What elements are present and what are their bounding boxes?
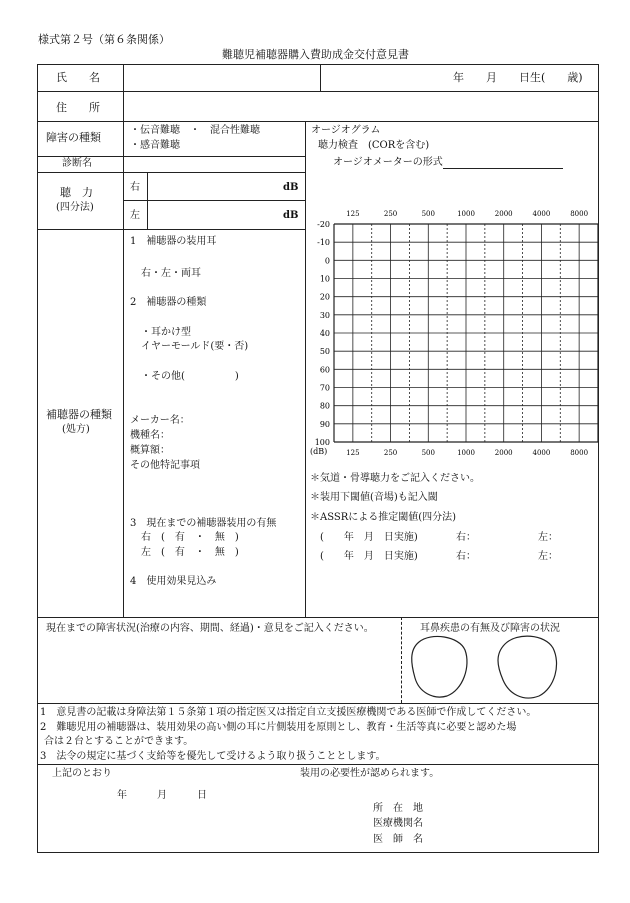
audiogram-y-tick: 20 — [319, 292, 330, 302]
birthdate-label: 年 月 日生( 歳) — [453, 71, 583, 84]
item-aid-type: 2 補聴器の種類 — [130, 297, 207, 308]
audiogram-y-tick: -20 — [317, 220, 330, 229]
assr-row2-right[interactable]: 右： — [456, 551, 476, 562]
audiogram-unit-label: (dB) — [310, 447, 328, 456]
institution-name-label: 医療機関名 — [373, 818, 423, 829]
audiogram-x-tick-bottom: 2000 — [494, 449, 513, 457]
hearing-right-unit: dB — [283, 182, 299, 193]
history-field[interactable] — [39, 638, 399, 701]
item-expected-effect: 4 使用効果見込み — [130, 576, 217, 587]
price-label: 概算額： — [130, 445, 170, 456]
name-field[interactable] — [125, 66, 318, 89]
item-prior-use: 3 現在までの補聴器装用の有無 — [130, 518, 277, 529]
disorder-option-2[interactable]: ・感音難聴 — [130, 140, 180, 151]
other-notes-label: その他特記事項 — [130, 460, 200, 471]
footer-note-1: 1 意見書の記載は身障法第１５条第１項の指定医又は指定自立支援医療機関である医師で作成してください。 — [40, 707, 537, 718]
disorder-option-1[interactable]: ・伝音難聴 ・ 混合性難聴 — [130, 125, 260, 136]
wear-ear-options[interactable]: 右・左・両耳 — [141, 268, 201, 279]
right-ear-drawing — [412, 636, 467, 697]
audiogram-x-tick-bottom: 1000 — [457, 449, 475, 457]
prescription-label: 補聴器の種類 — [46, 408, 112, 421]
assr-row1-right[interactable]: 右： — [456, 532, 476, 543]
note-aided: ＊装用下閾値(音場)も記入閾 — [310, 492, 438, 503]
page-title: 難聴児補聴器購入費助成金交付意見書 — [222, 48, 409, 61]
audiogram-y-tick: 100 — [314, 438, 330, 447]
aid-type-earmold[interactable]: イヤーモールド(要・否) — [141, 341, 249, 352]
audiogram-y-tick: 10 — [319, 274, 330, 284]
audiogram-x-tick-top: 250 — [383, 210, 398, 218]
aid-type-other[interactable]: ・その他( ) — [141, 371, 239, 382]
audiogram-x-tick-bottom: 125 — [346, 449, 360, 457]
audiogram-x-tick-bottom: 500 — [421, 449, 435, 457]
hearing-label: 聴 力 — [60, 186, 93, 199]
assr-row2-date[interactable]: ( 年 月 日実施) — [320, 551, 418, 562]
necessity-statement: 装用の必要性が認められます。 — [300, 768, 440, 779]
audiogram-x-tick-top: 125 — [346, 210, 360, 218]
ear-diagram[interactable] — [405, 634, 575, 702]
disorder-label: 障害の種類 — [46, 131, 101, 144]
ear-condition-label: 耳鼻疾患の有無及び障害の状況 — [420, 623, 560, 634]
form-number: 様式第２号（第６条関係） — [38, 33, 170, 46]
model-label: 機種名： — [130, 430, 170, 441]
audiogram-y-tick: 40 — [319, 329, 330, 338]
audiogram-title: オージオグラム — [311, 125, 381, 136]
note-air-bone: ＊気道・骨導聴力をご記入ください。 — [310, 473, 480, 484]
audiogram-x-tick-top: 4000 — [532, 210, 551, 218]
item-wear-ear: 1 補聴器の装用耳 — [130, 236, 217, 247]
assr-row1-left[interactable]: 左： — [538, 532, 558, 543]
footer-note-2-cont: 合は２台とすることができます。 — [44, 736, 194, 747]
maker-label: メーカー名： — [130, 415, 190, 426]
name-label: 氏 名 — [56, 71, 100, 84]
assr-row1-date[interactable]: ( 年 月 日実施) — [320, 532, 418, 543]
footer-note-2: 2 難聴児用の補聴器は、装用効果の高い側の耳に片側装用を原則とし、教育・生活等真に必要と認めた場 — [40, 722, 517, 733]
audiogram-x-tick-bottom: 8000 — [570, 449, 589, 457]
audiogram-y-tick: 30 — [319, 310, 330, 320]
audiogram-y-tick: 60 — [319, 365, 330, 375]
history-label: 現在までの障害状況(治療の内容、期間、経過)・意見をご記入ください。 — [46, 623, 374, 634]
address-label: 住 所 — [56, 101, 100, 114]
hearing-left-unit: dB — [283, 210, 299, 221]
diagnosis-label: 診断名 — [62, 158, 92, 169]
hearing-right-label: 右 — [130, 182, 140, 193]
hearing-left-label: 左 — [130, 210, 140, 221]
signature-intro: 上記のとおり — [52, 768, 112, 779]
audiogram-y-tick: -10 — [317, 238, 330, 248]
hearing-sublabel: (四分法) — [56, 202, 94, 213]
audiogram-y-tick: 70 — [319, 383, 330, 393]
audiogram-y-tick: 50 — [319, 347, 330, 357]
audiogram-x-tick-top: 2000 — [494, 210, 513, 218]
audiogram-x-tick-bottom: 250 — [383, 449, 398, 457]
audiogram-test-label: 聴力検査 (CORを含む) — [318, 140, 430, 151]
audiogram-y-tick: 90 — [319, 419, 330, 429]
footer-note-3: 3 法令の規定に基づく支給等を優先して受けるよう取り扱うこととします。 — [40, 751, 386, 762]
signature-date[interactable]: 年 月 日 — [117, 790, 207, 801]
aid-type-bte[interactable]: ・耳かけ型 — [141, 327, 191, 338]
note-assr: ＊ASSRによる推定閾値(四分法) — [310, 512, 457, 523]
audiometer-type-text: オージオメーターの形式 — [333, 157, 443, 168]
prior-use-right[interactable]: 右 ( 有 ・ 無 ) — [141, 532, 239, 543]
audiogram-x-tick-top: 500 — [421, 210, 435, 218]
diagnosis-field[interactable] — [125, 157, 303, 171]
assr-row2-left[interactable]: 左： — [538, 551, 558, 562]
institution-address-label: 所 在 地 — [373, 803, 423, 814]
audiogram-x-tick-top: 1000 — [457, 210, 475, 218]
prior-use-left[interactable]: 左 ( 有 ・ 無 ) — [141, 547, 239, 558]
audiogram-y-tick: 80 — [319, 401, 330, 411]
audiogram-chart[interactable] — [306, 202, 606, 462]
address-field[interactable] — [125, 93, 597, 119]
doctor-name-label: 医 師 名 — [373, 834, 423, 845]
audiogram-x-tick-bottom: 4000 — [532, 449, 551, 457]
audiometer-type-label — [333, 157, 563, 169]
left-ear-drawing — [498, 636, 557, 698]
audiogram-y-tick: 0 — [324, 256, 330, 266]
audiometer-type-field[interactable] — [443, 157, 563, 169]
prescription-sublabel: (処方) — [62, 424, 90, 435]
audiogram-x-tick-top: 8000 — [570, 210, 589, 218]
